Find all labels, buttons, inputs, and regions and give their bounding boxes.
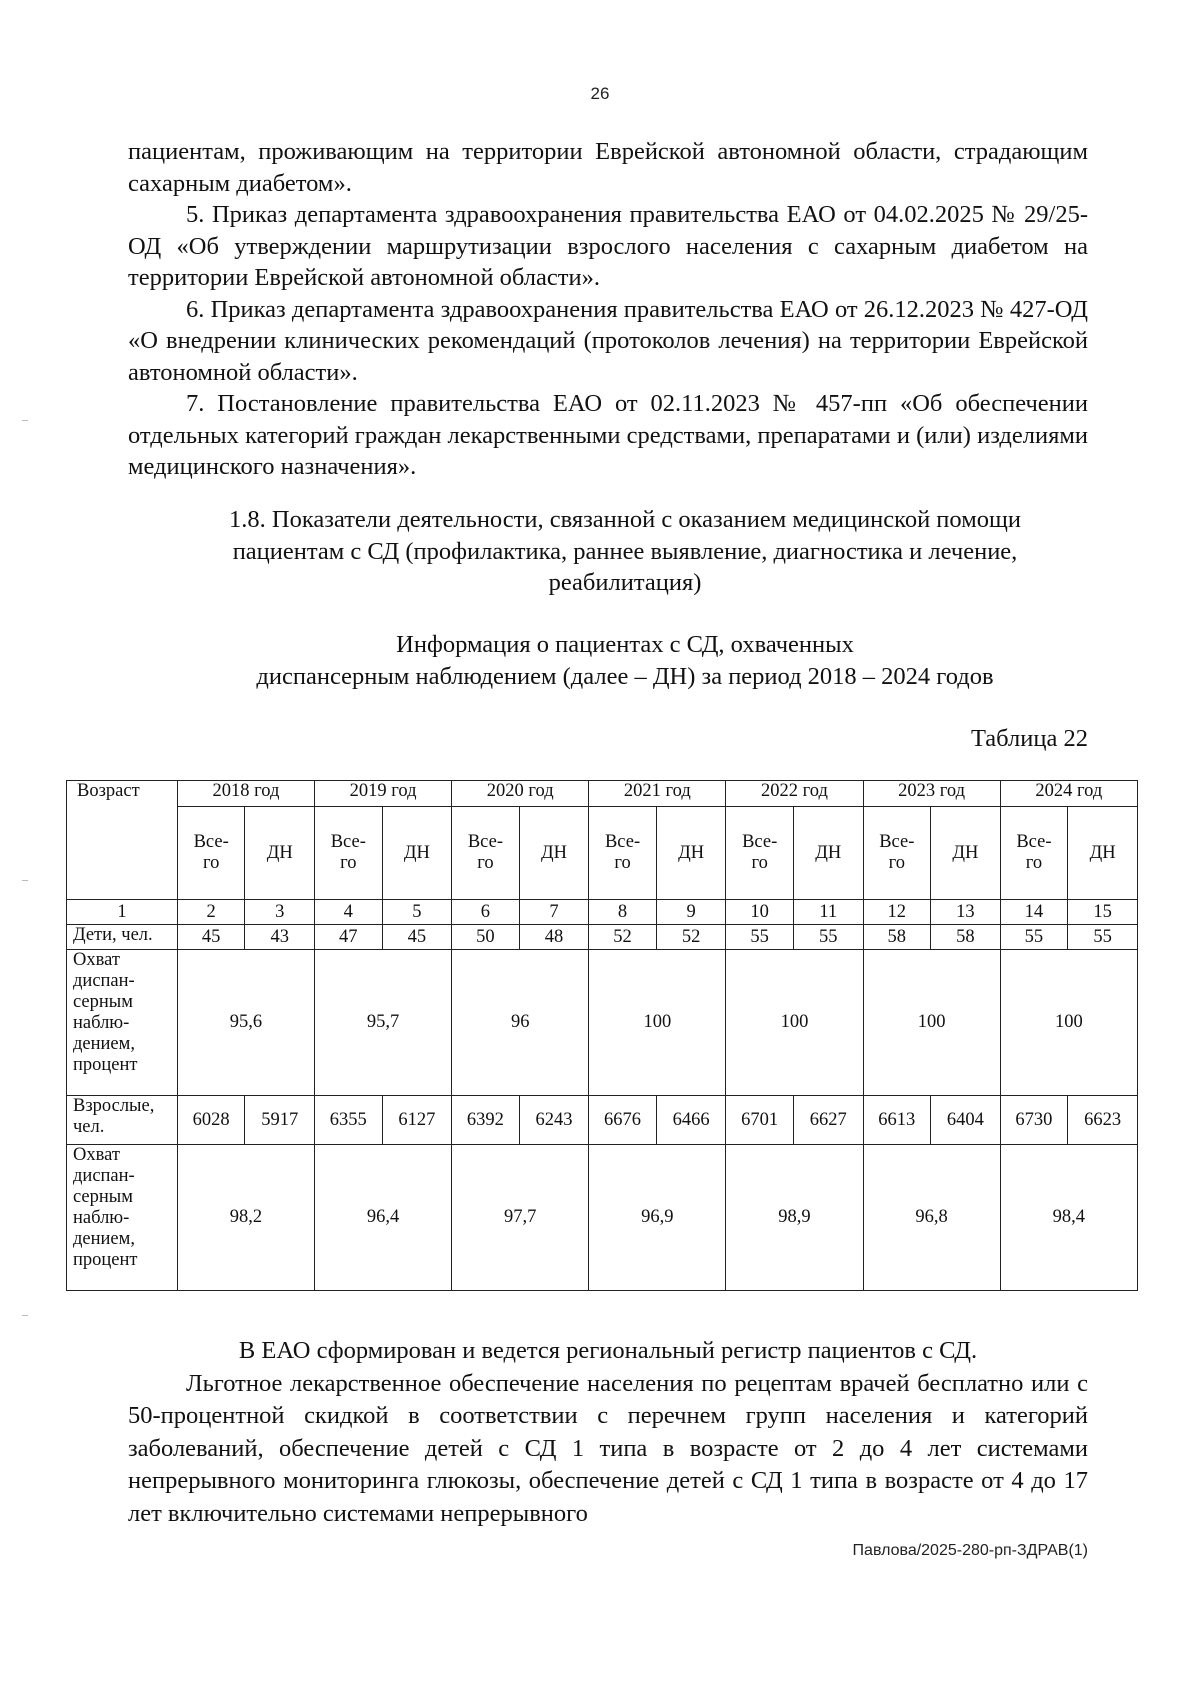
table-cell: 6613 bbox=[863, 1096, 931, 1145]
document-code: Павлова/2025-280-рп-ЗДРАВ(1) bbox=[852, 1542, 1088, 1559]
dn-header: ДН bbox=[382, 807, 452, 900]
table-cell: 55 bbox=[1000, 925, 1068, 950]
adults-coverage-row bbox=[67, 1145, 1138, 1291]
paragraph-item-7: 7. Постановление правительства ЕАО от 02.11.2023 № 457-пп «Об обеспечении отдельных категорий граждан лекарственными средствами, препаратами и (или) изделиями медицинского назначения». bbox=[128, 390, 1088, 480]
table-cell: 6127 bbox=[382, 1096, 452, 1145]
column-number: 6 bbox=[452, 900, 520, 925]
section-heading-line: пациентам с СД (профилактика, раннее выявление, диагностика и лечение, bbox=[232, 537, 1018, 565]
year-header: 2022 год bbox=[726, 781, 863, 807]
column-number-row bbox=[67, 900, 1138, 925]
table-cell: 55 bbox=[793, 925, 863, 950]
coverage-cell: 98,2 bbox=[177, 1145, 314, 1291]
paragraph-item-6: 6. Приказ департамента здравоохранения правительства ЕАО от 26.12.2023 № 427-ОД «О внедрении клинических рекомендаций (протоколов лечения) на территории Еврейской автономной области». bbox=[128, 295, 1088, 386]
column-number: 13 bbox=[931, 900, 1001, 925]
children-coverage-row bbox=[67, 950, 1138, 1096]
section-heading-line: реабилитация) bbox=[548, 569, 702, 596]
section-heading bbox=[160, 504, 1090, 599]
dn-header: ДН bbox=[656, 807, 726, 900]
registry-paragraph: В ЕАО сформирован и ведется региональный регистр пациентов с СД. bbox=[238, 1337, 978, 1364]
table-cell: 52 bbox=[589, 925, 657, 950]
scan-mark bbox=[22, 880, 28, 881]
table-cell: 6392 bbox=[452, 1096, 520, 1145]
coverage-cell: 96,9 bbox=[589, 1145, 726, 1291]
year-header: 2019 год bbox=[315, 781, 452, 807]
total-header: Все- го bbox=[177, 807, 245, 900]
column-number: 5 bbox=[382, 900, 452, 925]
column-number: 15 bbox=[1068, 900, 1138, 925]
table-cell: 47 bbox=[315, 925, 383, 950]
table-cell: 55 bbox=[726, 925, 794, 950]
total-header: Все- го bbox=[452, 807, 520, 900]
table-cell: 6730 bbox=[1000, 1096, 1068, 1145]
column-number: 12 bbox=[863, 900, 931, 925]
adults-row bbox=[67, 1096, 1138, 1145]
table-cell: 6028 bbox=[177, 1096, 245, 1145]
table-cell: 5917 bbox=[245, 1096, 315, 1145]
dispensary-table bbox=[66, 780, 1138, 1291]
coverage-cell: 95,7 bbox=[315, 950, 452, 1096]
column-number: 1 bbox=[67, 900, 178, 925]
total-header: Все- го bbox=[1000, 807, 1068, 900]
info-title-line: диспансерным наблюдением (далее – ДН) за период 2018 – 2024 годов bbox=[256, 662, 994, 690]
info-title-line: Информация о пациентах с СД, охваченных bbox=[396, 631, 854, 658]
section-heading-line: 1.8. Показатели деятельности, связанной с оказанием медицинской помощи bbox=[229, 506, 1021, 533]
column-number: 8 bbox=[589, 900, 657, 925]
column-number: 10 bbox=[726, 900, 794, 925]
scan-mark bbox=[22, 420, 28, 421]
dn-header: ДН bbox=[793, 807, 863, 900]
total-header: Все- го bbox=[726, 807, 794, 900]
info-title bbox=[160, 629, 1090, 692]
column-number: 11 bbox=[793, 900, 863, 925]
bottom-text bbox=[128, 1335, 1088, 1530]
total-header: Все- го bbox=[589, 807, 657, 900]
column-number: 3 bbox=[245, 900, 315, 925]
table-cell: 6627 bbox=[793, 1096, 863, 1145]
table-cell: 6701 bbox=[726, 1096, 794, 1145]
children-row bbox=[67, 925, 1138, 950]
table-cell: 6243 bbox=[519, 1096, 589, 1145]
table-caption: Таблица 22 bbox=[970, 725, 1088, 752]
table-cell: 50 bbox=[452, 925, 520, 950]
coverage-cell: 96 bbox=[452, 950, 589, 1096]
table-cell: 6623 bbox=[1068, 1096, 1138, 1145]
year-header: 2024 год bbox=[1000, 781, 1137, 807]
adults-label: Взрослые, чел. bbox=[67, 1096, 178, 1145]
dn-header: ДН bbox=[931, 807, 1001, 900]
dn-header: ДН bbox=[1068, 807, 1138, 900]
coverage-label: Охват диспан- серным наблю- дением, процент bbox=[67, 1145, 178, 1291]
dn-header: ДН bbox=[245, 807, 315, 900]
table-cell: 6676 bbox=[589, 1096, 657, 1145]
column-number: 2 bbox=[177, 900, 245, 925]
column-number: 7 bbox=[519, 900, 589, 925]
table-cell: 6404 bbox=[931, 1096, 1001, 1145]
total-header: Все- го bbox=[315, 807, 383, 900]
top-text bbox=[128, 136, 1088, 483]
table-cell: 52 bbox=[656, 925, 726, 950]
paragraph-continuation: пациентам, проживающим на территории Еврейской автономной области, страдающим сахарным диабетом». bbox=[128, 138, 1088, 197]
table-cell: 6355 bbox=[315, 1096, 383, 1145]
coverage-cell: 100 bbox=[726, 950, 863, 1096]
benefits-paragraph: Льготное лекарственное обеспечение населения по рецептам врачей бесплатно или с 50-процентной скидкой в соответствии с перечнем групп населения и категорий заболеваний, обеспечение детей с СД 1 типа в возрасте от 2 до 4 лет системами непрерывного мониторинга глюкозы, обеспечение детей с СД 1 типа в возрасте от 4 до 17 лет включительно системами непрерывного bbox=[128, 1369, 1088, 1527]
coverage-cell: 98,4 bbox=[1000, 1145, 1137, 1291]
coverage-cell: 100 bbox=[863, 950, 1000, 1096]
page-number: 26 bbox=[590, 84, 610, 103]
table-cell: 6466 bbox=[656, 1096, 726, 1145]
coverage-cell: 100 bbox=[1000, 950, 1137, 1096]
table-cell: 45 bbox=[382, 925, 452, 950]
table-cell: 45 bbox=[177, 925, 245, 950]
year-header: 2020 год bbox=[452, 781, 589, 807]
table-cell: 55 bbox=[1068, 925, 1138, 950]
coverage-cell: 97,7 bbox=[452, 1145, 589, 1291]
age-header: Возраст bbox=[67, 781, 178, 900]
column-number: 9 bbox=[656, 900, 726, 925]
coverage-cell: 96,8 bbox=[863, 1145, 1000, 1291]
subheader-row bbox=[67, 807, 1138, 900]
paragraph-item-5: 5. Приказ департамента здравоохранения правительства ЕАО от 04.02.2025 № 29/25-ОД «Об утверждении маршрутизации взрослого населения с сахарным диабетом на территории Еврейской автономной области». bbox=[128, 201, 1088, 291]
table-cell: 48 bbox=[519, 925, 589, 950]
scan-mark bbox=[22, 1315, 28, 1316]
year-header: 2021 год bbox=[589, 781, 726, 807]
year-header: 2023 год bbox=[863, 781, 1000, 807]
dn-header: ДН bbox=[519, 807, 589, 900]
column-number: 4 bbox=[315, 900, 383, 925]
total-header: Все- го bbox=[863, 807, 931, 900]
children-label: Дети, чел. bbox=[67, 925, 178, 950]
table-cell: 58 bbox=[931, 925, 1001, 950]
year-header: 2018 год bbox=[177, 781, 314, 807]
year-header-row bbox=[67, 781, 1138, 807]
coverage-label: Охват диспан- серным наблю- дением, процент bbox=[67, 950, 178, 1096]
table-cell: 43 bbox=[245, 925, 315, 950]
column-number: 14 bbox=[1000, 900, 1068, 925]
coverage-cell: 98,9 bbox=[726, 1145, 863, 1291]
coverage-cell: 95,6 bbox=[177, 950, 314, 1096]
table-cell: 58 bbox=[863, 925, 931, 950]
coverage-cell: 100 bbox=[589, 950, 726, 1096]
coverage-cell: 96,4 bbox=[315, 1145, 452, 1291]
